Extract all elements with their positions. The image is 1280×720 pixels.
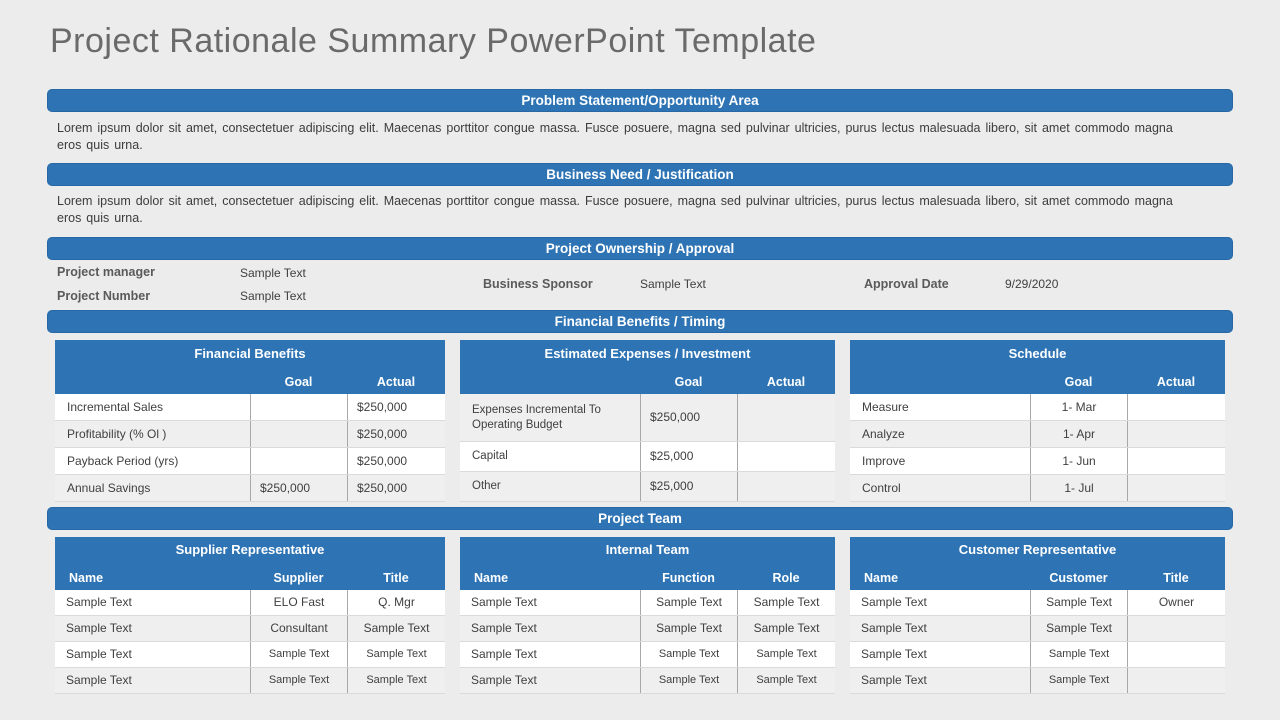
table-cell: $250,000 (347, 394, 445, 420)
table-cell (1127, 668, 1225, 693)
table-row (55, 590, 445, 616)
table-cell (250, 394, 347, 420)
table-row (850, 448, 1225, 475)
table-row (850, 668, 1225, 694)
table-row (55, 642, 445, 668)
table-row (460, 616, 835, 642)
table-cell: Sample Text (347, 642, 445, 667)
table-cell: Incremental Sales (67, 399, 164, 414)
table-cell: Sample Text (737, 590, 835, 615)
table-cell: Consultant (250, 616, 347, 641)
table-cell: Measure (862, 399, 909, 414)
table-cell: ELO Fast (250, 590, 347, 615)
column-header: Goal (674, 375, 703, 389)
table-row (55, 421, 445, 448)
column-header: Customer (1049, 571, 1108, 585)
internal-team-table (460, 537, 835, 694)
table-cell (1127, 616, 1225, 641)
table-header (55, 537, 445, 590)
table-row (460, 590, 835, 616)
table-cell: 1- Jun (1030, 448, 1127, 474)
table-cell: Expenses Incremental To Operating Budget (472, 404, 601, 431)
table-header (850, 537, 1225, 590)
table-cell: Sample Text (1030, 590, 1127, 615)
table-title: Estimated Expenses / Investment (544, 346, 751, 361)
table-title: Customer Representative (958, 542, 1117, 557)
column-header: Role (772, 571, 800, 585)
customer-representative-table (850, 537, 1225, 694)
column-header: Goal (284, 375, 313, 389)
column-header (55, 375, 250, 389)
table-cell: $250,000 (250, 475, 347, 501)
table-cell: Q. Mgr (347, 590, 445, 615)
section-header-project-team: Project Team (47, 507, 1233, 530)
column-header (460, 375, 640, 389)
table-cell (737, 442, 835, 471)
table-cell (250, 448, 347, 474)
supplier-representative-table (55, 537, 445, 694)
table-cell (1127, 421, 1225, 447)
table-cell: Sample Text (66, 621, 132, 635)
table-cell (1127, 394, 1225, 420)
table-cell: Sample Text (640, 642, 737, 667)
table-row (55, 475, 445, 502)
column-header: Supplier (273, 571, 324, 585)
table-cell: $25,000 (640, 472, 737, 501)
section-header-financial-benefits-timing: Financial Benefits / Timing (47, 310, 1233, 333)
table-cell: Sample Text (861, 595, 927, 609)
column-header: Actual (376, 375, 416, 389)
table-row (850, 616, 1225, 642)
table-row (55, 448, 445, 475)
table-cell: Annual Savings (67, 480, 151, 495)
table-cell (250, 421, 347, 447)
table-cell: Sample Text (66, 647, 132, 661)
table-cell: Sample Text (737, 668, 835, 693)
column-header: Goal (1064, 375, 1093, 389)
table-cell: Sample Text (66, 673, 132, 687)
table-cell (1127, 448, 1225, 474)
table-header (55, 340, 445, 394)
table-row (460, 668, 835, 694)
column-header (850, 375, 1030, 389)
table-row (460, 472, 835, 502)
column-header: Name (864, 571, 899, 585)
section-header-problem-statement: Problem Statement/Opportunity Area (47, 89, 1233, 112)
table-cell: $250,000 (347, 421, 445, 447)
table-cell: 1- Mar (1030, 394, 1127, 420)
schedule-table (850, 340, 1225, 502)
table-cell: Sample Text (1030, 642, 1127, 667)
table-cell: Payback Period (yrs) (67, 453, 179, 468)
table-cell: Sample Text (66, 595, 132, 609)
table-header (460, 340, 835, 394)
table-cell (1127, 642, 1225, 667)
table-title: Internal Team (605, 542, 690, 557)
table-cell: $25,000 (640, 442, 737, 471)
table-cell: Analyze (862, 426, 905, 441)
approval-date-value: 9/29/2020 (1005, 277, 1059, 291)
table-cell: 1- Jul (1030, 475, 1127, 501)
estimated-expenses-table (460, 340, 835, 502)
table-cell: Sample Text (347, 616, 445, 641)
problem-statement-text: Lorem ipsum dolor sit amet, consectetuer adipiscing elit. Maecenas porttitor congue massa. Fusce posuere, magna sed pulvinar ultricies, purus lectus malesuada libero, sit amet commodo magna eros quis urna. (57, 121, 1173, 152)
business-need-text: Lorem ipsum dolor sit amet, consectetuer adipiscing elit. Maecenas porttitor congue massa. Fusce posuere, magna sed pulvinar ultricies, purus lectus malesuada libero, sit amet commodo magna eros quis urna. (57, 194, 1173, 225)
table-cell: 1- Apr (1030, 421, 1127, 447)
table-cell: Sample Text (471, 595, 537, 609)
table-cell: $250,000 (347, 475, 445, 501)
table-cell: Sample Text (347, 668, 445, 693)
column-header: Function (662, 571, 715, 585)
table-cell (737, 472, 835, 501)
table-row (55, 616, 445, 642)
column-header: Title (383, 571, 409, 585)
table-cell: Sample Text (861, 673, 927, 687)
table-cell: Other (472, 480, 501, 493)
table-row (850, 394, 1225, 421)
table-cell: Sample Text (640, 616, 737, 641)
section-header-business-need: Business Need / Justification (47, 163, 1233, 186)
table-row (55, 668, 445, 694)
table-header (850, 340, 1225, 394)
column-header: Name (69, 571, 104, 585)
project-number-value: Sample Text (240, 289, 306, 303)
financial-benefits-table (55, 340, 445, 502)
table-cell: Sample Text (861, 647, 927, 661)
table-title: Schedule (1008, 346, 1067, 361)
table-cell (737, 394, 835, 441)
table-row (460, 642, 835, 668)
table-cell: $250,000 (347, 448, 445, 474)
table-cell: Sample Text (471, 621, 537, 635)
table-cell: Sample Text (471, 647, 537, 661)
table-row (55, 394, 445, 421)
table-cell: Sample Text (640, 668, 737, 693)
table-row (460, 394, 835, 442)
table-cell: Sample Text (250, 668, 347, 693)
column-header: Name (474, 571, 509, 585)
table-cell: Sample Text (640, 590, 737, 615)
table-row (850, 475, 1225, 502)
table-cell: Sample Text (737, 642, 835, 667)
page-title: Project Rationale Summary PowerPoint Template (50, 22, 817, 60)
project-manager-value: Sample Text (240, 266, 306, 280)
project-number-label: Project Number (57, 289, 151, 303)
table-row (850, 642, 1225, 668)
approval-date-label: Approval Date (864, 277, 949, 291)
table-cell: $250,000 (640, 394, 737, 441)
business-sponsor-label: Business Sponsor (483, 277, 593, 291)
table-cell: Profitability (% Ol ) (67, 426, 167, 441)
table-cell: Sample Text (250, 642, 347, 667)
table-cell: Capital (472, 450, 508, 463)
table-cell: Sample Text (1030, 616, 1127, 641)
table-cell: Owner (1127, 590, 1225, 615)
table-header (460, 537, 835, 590)
section-header-project-ownership: Project Ownership / Approval (47, 237, 1233, 260)
table-cell: Sample Text (861, 621, 927, 635)
table-title: Supplier Representative (175, 542, 325, 557)
column-header: Actual (766, 375, 806, 389)
table-row (460, 442, 835, 472)
column-header: Title (1163, 571, 1189, 585)
table-cell: Improve (862, 453, 906, 468)
table-cell: Sample Text (471, 673, 537, 687)
table-cell (1127, 475, 1225, 501)
table-row (850, 590, 1225, 616)
table-row (850, 421, 1225, 448)
business-sponsor-value: Sample Text (640, 277, 706, 291)
table-cell: Sample Text (737, 616, 835, 641)
table-cell: Sample Text (1030, 668, 1127, 693)
column-header: Actual (1156, 375, 1196, 389)
table-cell: Control (862, 480, 901, 495)
project-manager-label: Project manager (57, 265, 155, 279)
table-title: Financial Benefits (194, 346, 306, 361)
